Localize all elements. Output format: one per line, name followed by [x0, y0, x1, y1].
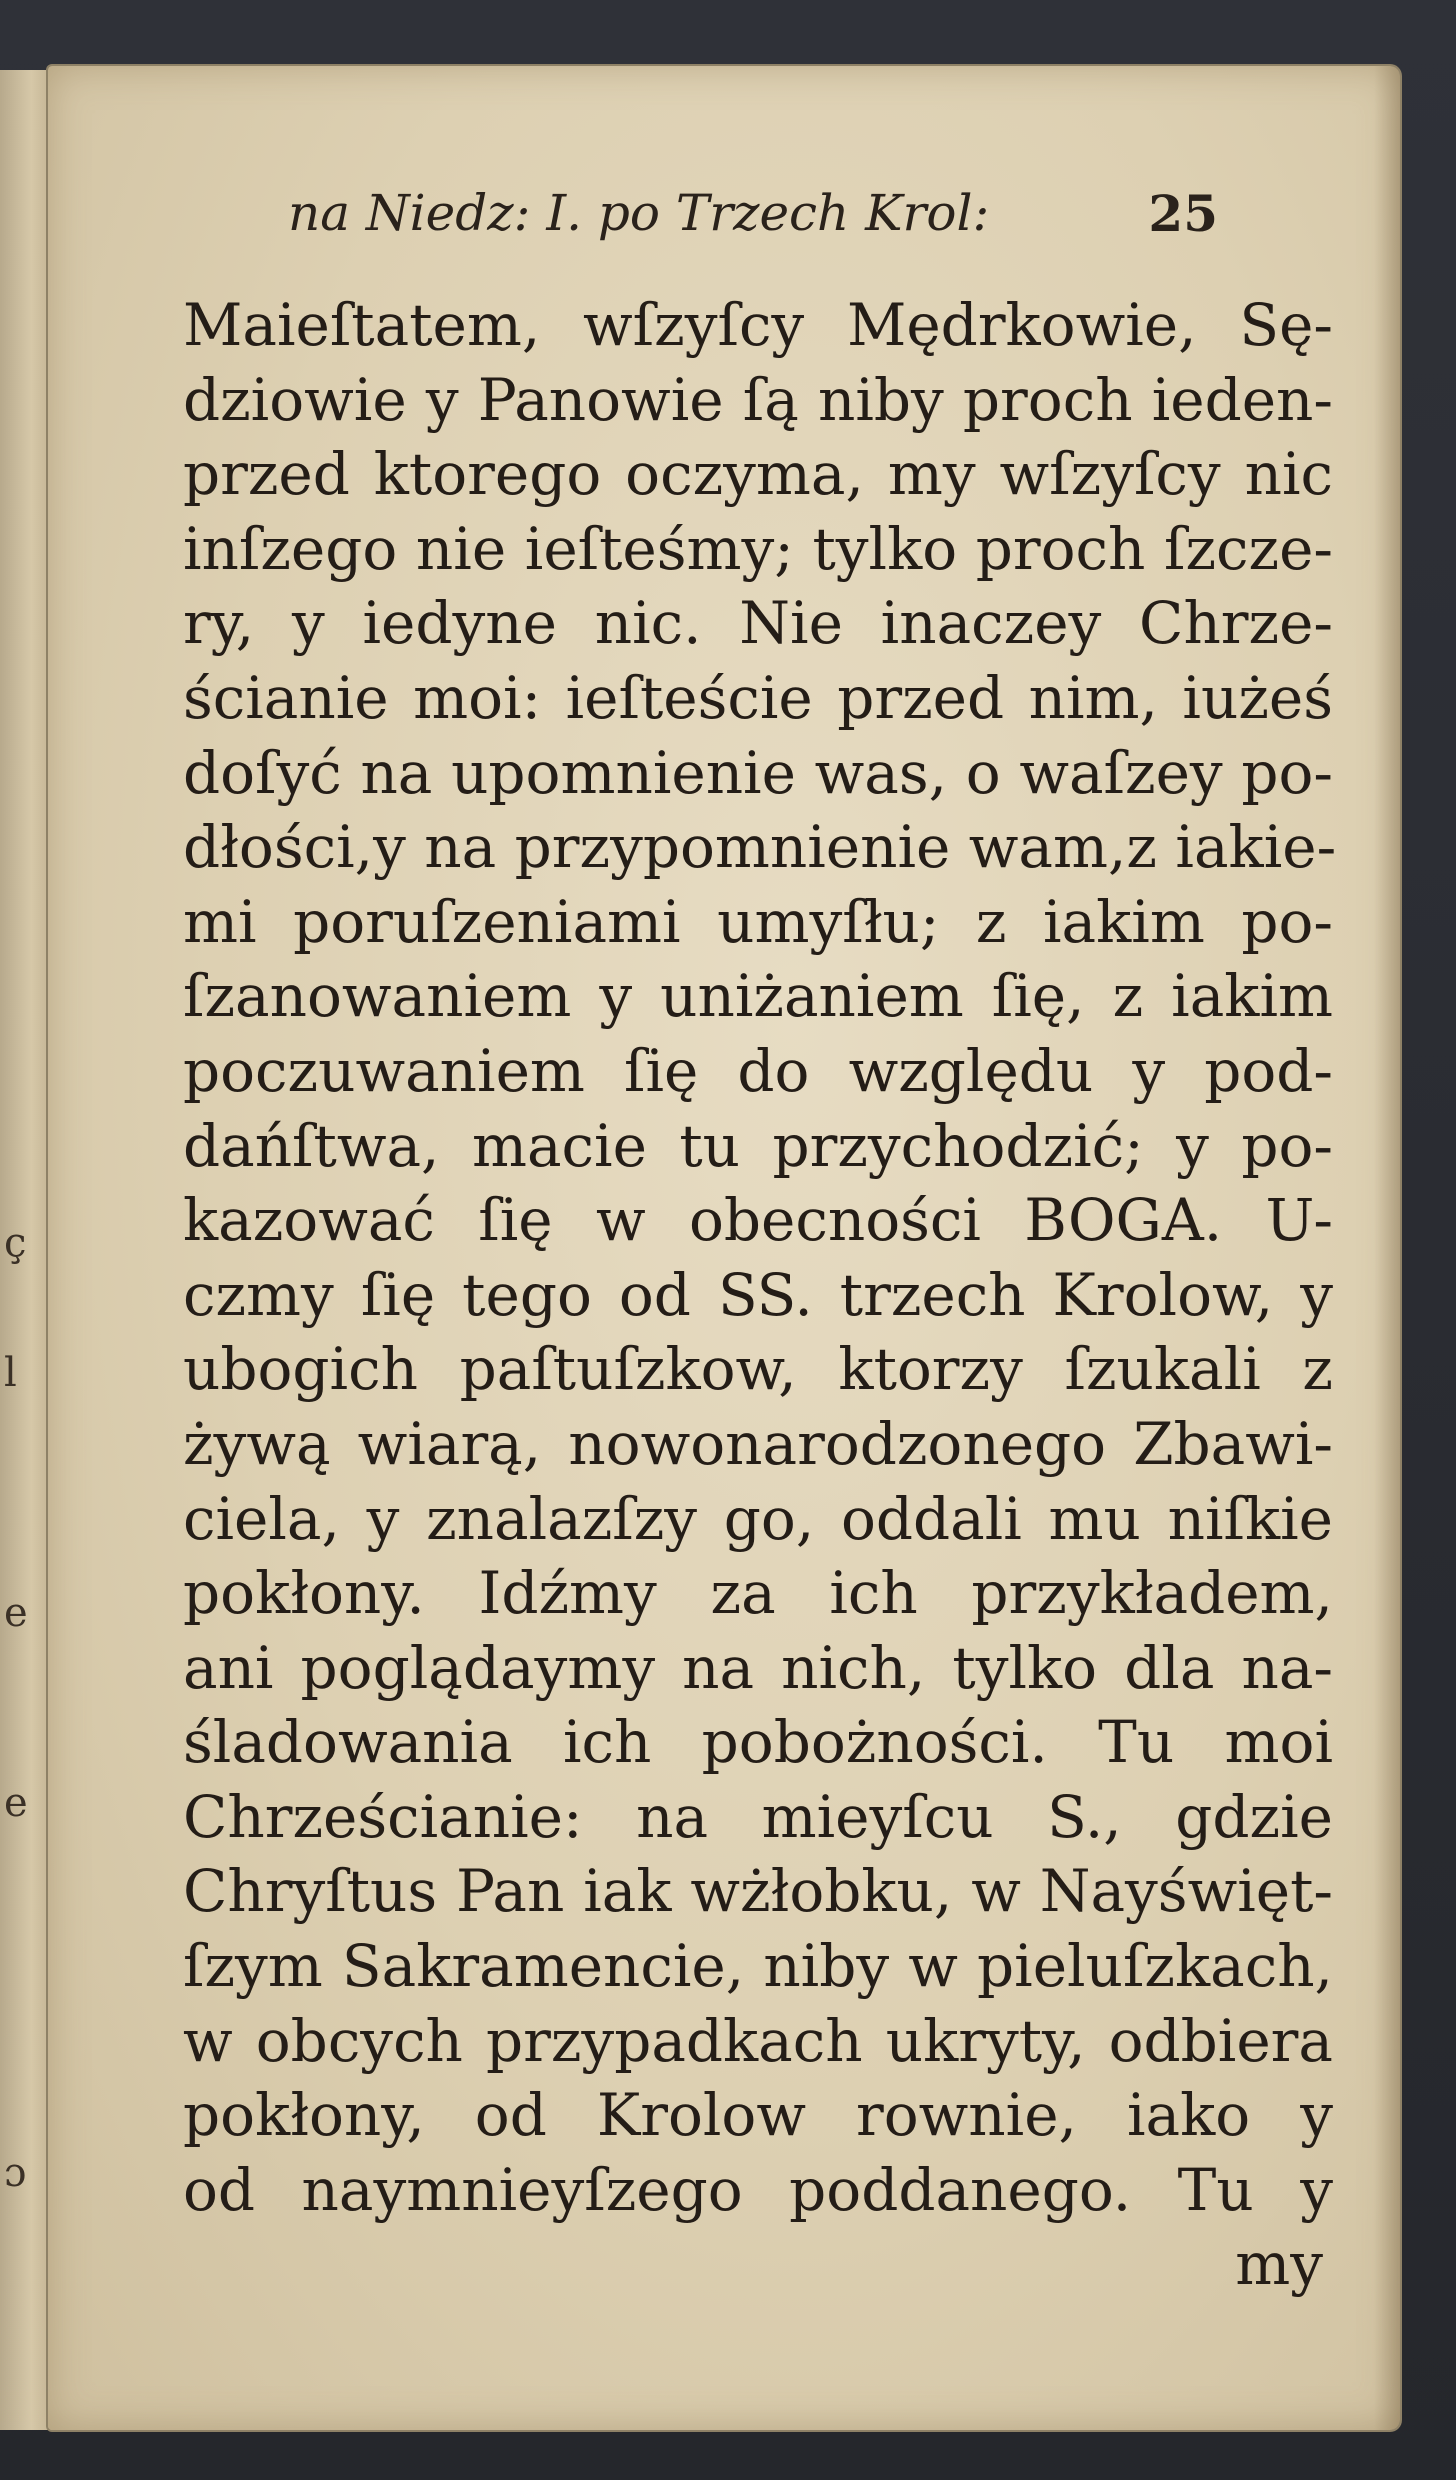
- text-line: ſzanowaniem y uniżaniem ſię, z iakim: [183, 962, 1333, 1031]
- text-line: ścianie moi: ieſteście przed nim, iużeś: [183, 663, 1333, 732]
- text-line: dańſtwa, macie tu przychodzić; y po-: [183, 1111, 1333, 1180]
- text-line: ry, y iedyne nic. Nie inaczey Chrze-: [183, 589, 1333, 658]
- book-page: [48, 66, 1400, 2430]
- text-line: ciela, y znalazſzy go, oddali mu niſkie: [183, 1484, 1333, 1553]
- text-line: doſyć na upomnienie was, o waſzey po-: [183, 738, 1333, 807]
- text-line: pokłony, od Krolow rownie, iako y: [183, 2081, 1333, 2150]
- text-line: dziowie y Panowie ſą niby proch ieden-: [183, 365, 1333, 434]
- text-line: w obcych przypadkach ukryty, odbiera: [183, 2006, 1333, 2075]
- text-line: ani poglądaymy na nich, tylko dla na-: [183, 1633, 1333, 1702]
- text-line: Chrześcianie: na mieyſcu S., gdzie: [183, 1782, 1333, 1851]
- text-line: mi poruſzeniami umyſłu; z iakim po-: [183, 887, 1333, 956]
- edge-fragment: ç: [4, 1220, 27, 1266]
- text-line: inſzego nie ieſteśmy; tylko proch ſzcze-: [183, 514, 1333, 583]
- text-line: Chryſtus Pan iak wżłobku, w Nayświęt-: [183, 1857, 1333, 1926]
- edge-fragment: ɔ: [4, 2150, 27, 2196]
- text-line: od naymnieyſzego poddanego. Tu y: [183, 2155, 1333, 2224]
- text-line: Maieſtatem, wſzyſcy Mędrkowie, Sę-: [183, 291, 1333, 359]
- text-line: kazować ſię w obecności BOGA. U-: [183, 1186, 1333, 1255]
- text-line: śladowania ich pobożności. Tu moi: [183, 1708, 1333, 1777]
- body-text: [183, 288, 1337, 2302]
- edge-fragment: e: [4, 1780, 28, 1826]
- edge-fragment: l: [4, 1350, 17, 1396]
- text-line: żywą wiarą, nowonarodzonego Zbawi-: [183, 1409, 1333, 1478]
- text-line: pokłony. Idźmy za ich przykładem,: [183, 1559, 1333, 1628]
- text-line: ſzym Sakramencie, niby w pieluſzkach,: [183, 1932, 1333, 2001]
- catchword: my: [1235, 2230, 1323, 2299]
- page-number: 25: [1148, 184, 1218, 243]
- text-line: dłości,y na przypomnienie wam,z iakie-: [183, 813, 1337, 882]
- text-line: przed ktorego oczyma, my wſzyſcy nic: [183, 440, 1333, 509]
- previous-page-edge: [0, 70, 54, 2430]
- edge-fragment: e: [4, 1590, 28, 1636]
- text-line: czmy ſię tego od SS. trzech Krolow, y: [183, 1260, 1333, 1329]
- running-header: [278, 184, 1258, 254]
- running-title: na Niedz: I. po Trzech Krol:: [288, 184, 990, 242]
- text-line: poczuwaniem ſię do względu y pod-: [183, 1036, 1333, 1105]
- text-line: ubogich paſtuſzkow, ktorzy ſzukali z: [183, 1335, 1333, 1404]
